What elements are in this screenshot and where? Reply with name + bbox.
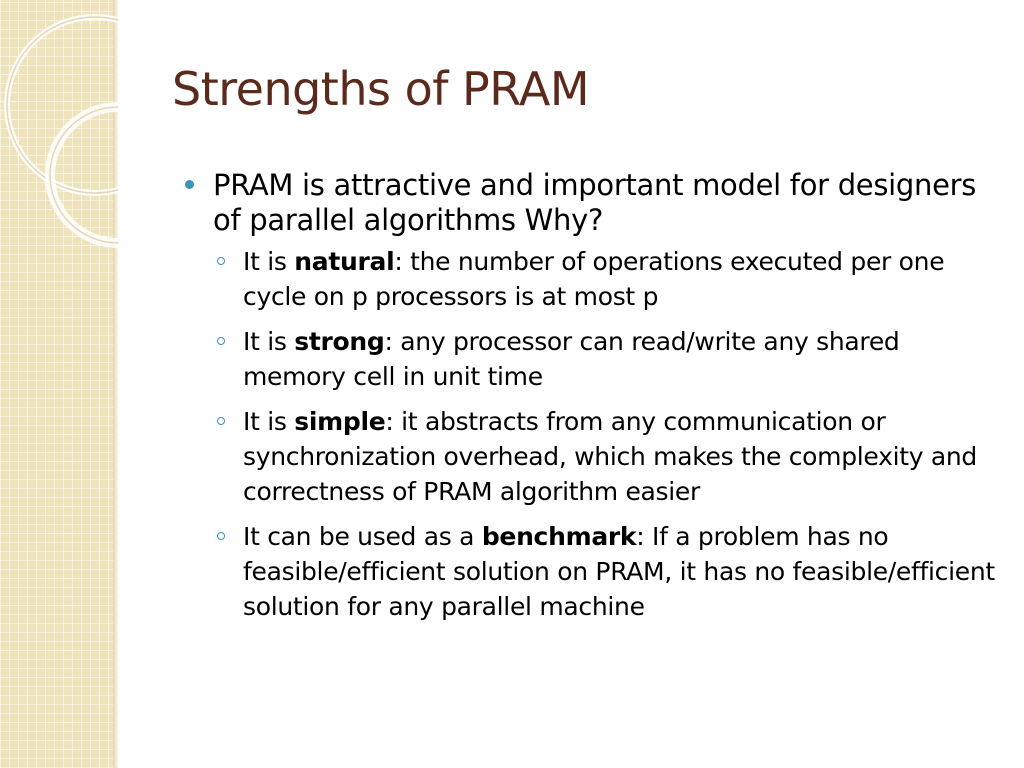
sub-bullet-strong	[215, 324, 995, 394]
sub-bullet-prefix: It can be used as a	[243, 522, 482, 551]
sub-bullet-keyword: natural	[294, 247, 395, 276]
slide-body	[185, 168, 995, 634]
filled-bullet-icon	[185, 180, 194, 189]
sub-bullet-benchmark	[215, 519, 995, 624]
sub-bullet-keyword: benchmark	[481, 522, 637, 551]
main-bullet	[185, 168, 995, 238]
sub-bullet-prefix: It is	[243, 247, 295, 276]
slide-title: Strengths of PRAM	[172, 62, 590, 116]
hollow-bullet-icon	[217, 337, 225, 345]
sub-bullet-simple	[215, 404, 995, 509]
hollow-bullet-icon	[217, 532, 225, 540]
sub-bullet-rest: : If a problem has no feasible/efficient solution on PRAM, it has no feasible/efficient solution for any parallel machine	[243, 522, 995, 621]
sub-bullet-keyword: strong	[294, 327, 385, 356]
sub-bullet-list	[185, 244, 995, 624]
sub-bullet-prefix: It is	[243, 327, 295, 356]
sub-bullet-natural	[215, 244, 995, 314]
sub-bullet-rest: : any processor can read/write any shared memory cell in unit time	[243, 327, 900, 391]
decorative-circles	[0, 0, 118, 260]
sub-bullet-rest: : it abstracts from any communication or synchronization overhead, which makes the complexity and correctness of PRAM algorithm easier	[243, 407, 977, 506]
sub-bullet-keyword: simple	[294, 407, 386, 436]
hollow-bullet-icon	[217, 257, 225, 265]
main-bullet-text: PRAM is attractive and important model for designers of parallel algorithms Why?	[213, 168, 977, 237]
sub-bullet-prefix: It is	[243, 407, 295, 436]
sub-bullet-rest: : the number of operations executed per one cycle on p processors is at most p	[243, 247, 945, 311]
hollow-bullet-icon	[217, 417, 225, 425]
